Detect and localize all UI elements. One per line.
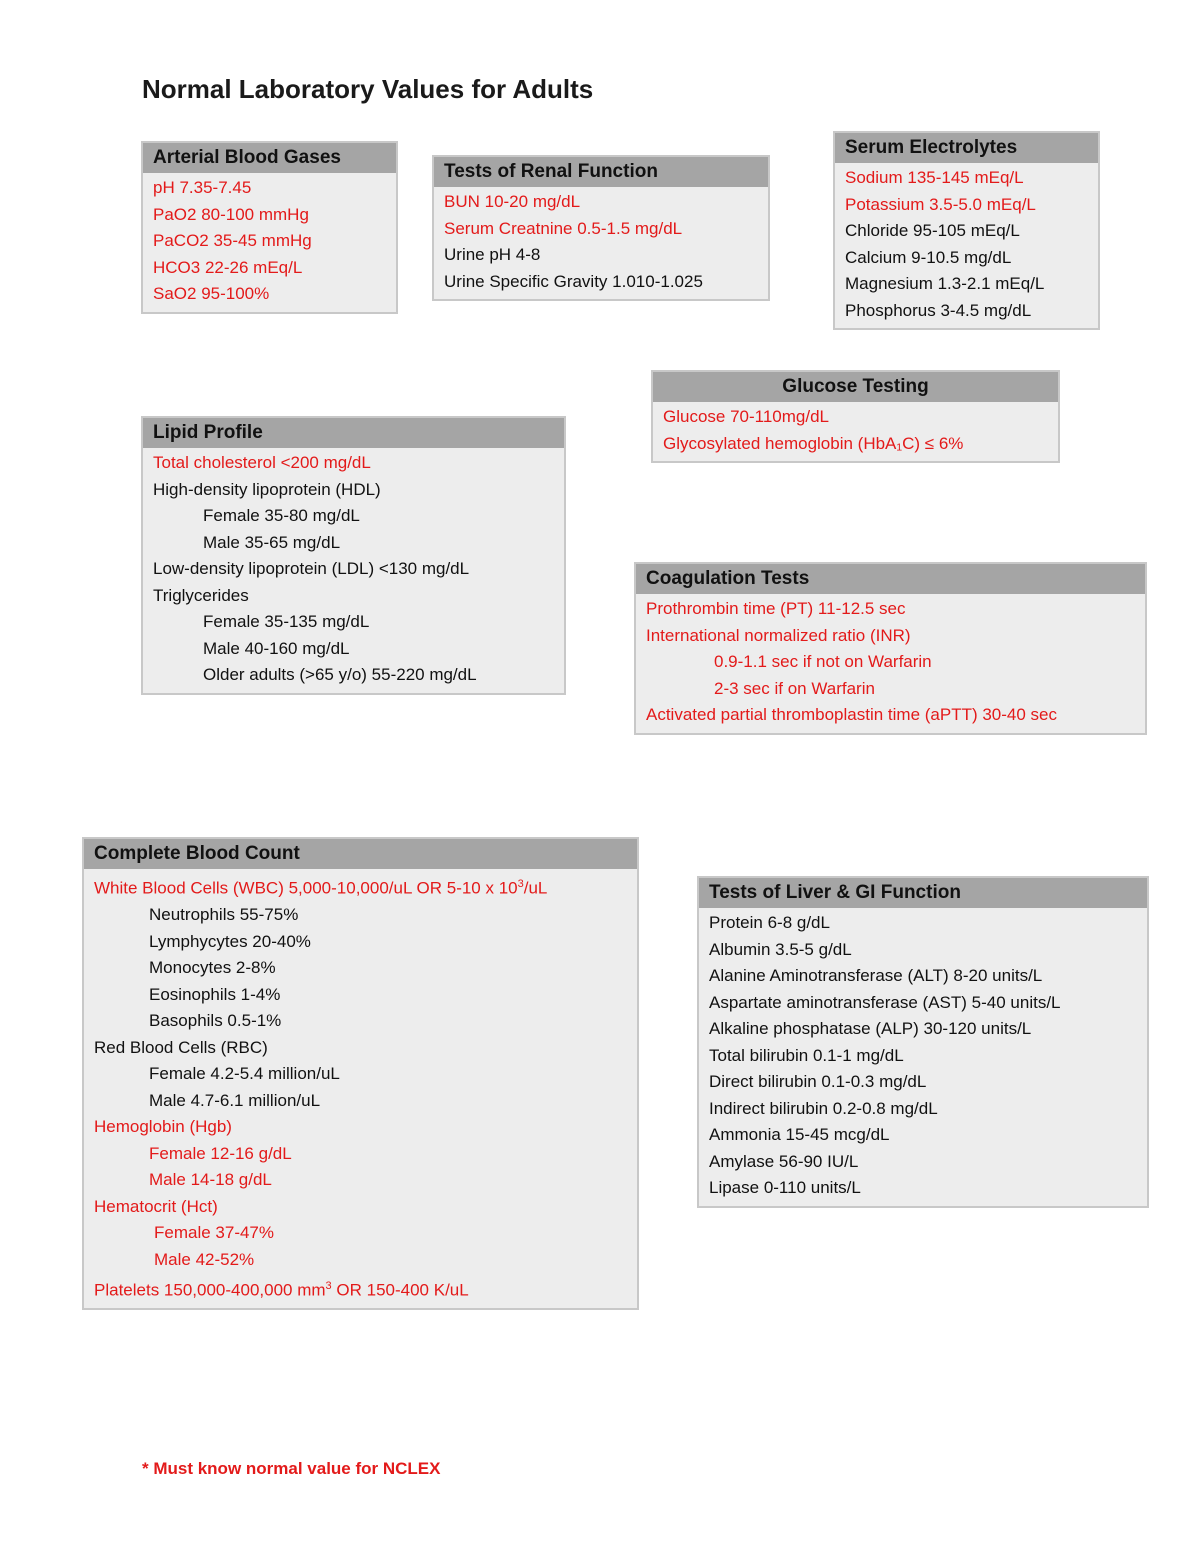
cbc-lymphocytes: Lymphycytes 20-40% [149, 931, 311, 951]
liver-albumin: Albumin 3.5-5 g/dL [709, 939, 852, 959]
electrolytes-sodium: Sodium 135-145 mEq/L [845, 168, 1024, 187]
abg-box [141, 141, 398, 314]
cbc-rbc-male: Male 4.7-6.1 million/uL [149, 1090, 321, 1110]
coag-aptt: Activated partial thromboplastin time (aPTT) 30-40 sec [646, 705, 1058, 724]
lipid-box [141, 416, 566, 695]
lipid-hdl-female: Female 35-80 mg/dL [203, 506, 360, 525]
renal-header: Tests of Renal Function [434, 157, 768, 187]
electrolytes-phosphorus: Phosphorus 3-4.5 mg/dL [845, 300, 1032, 320]
cbc-rbc: Red Blood Cells (RBC) [94, 1037, 268, 1057]
cbc-rbc-female: Female 4.2-5.4 million/uL [149, 1064, 340, 1084]
abg-ph: pH 7.35-7.45 [153, 178, 252, 197]
liver-protein: Protein 6-8 g/dL [709, 913, 830, 932]
abg-pao2: PaO2 80-100 mmHg [153, 204, 309, 224]
cbc-eosinophils: Eosinophils 1-4% [149, 984, 281, 1004]
glucose-header: Glucose Testing [653, 372, 1058, 402]
abg-hco3: HCO3 22-26 mEq/L [153, 257, 303, 277]
cbc-neutrophils: Neutrophils 55-75% [149, 905, 299, 925]
renal-bun: BUN 10-20 mg/dL [444, 192, 581, 211]
coag-pt: Prothrombin time (PT) 11-12.5 sec [646, 599, 906, 618]
glucose-fasting: Glucose 70-110mg/dL [663, 407, 830, 426]
abg-paco2: PaCO2 35-45 mmHg [153, 231, 312, 250]
liver-box [697, 876, 1149, 1208]
lipid-header: Lipid Profile [143, 418, 564, 448]
cbc-hgb-female: Female 12-16 g/dL [149, 1143, 292, 1163]
liver-lipase: Lipase 0-110 units/L [709, 1178, 861, 1197]
lipid-hdl: High-density lipoprotein (HDL) [153, 479, 381, 499]
lipid-tg-male: Male 40-160 mg/dL [203, 638, 350, 658]
electrolytes-chloride: Chloride 95-105 mEq/L [845, 221, 1020, 240]
cbc-hgb-male: Male 14-18 g/dL [149, 1170, 272, 1190]
electrolytes-potassium: Potassium 3.5-5.0 mEq/L [845, 194, 1036, 214]
nclex-footnote: * Must know normal value for NCLEX [142, 1459, 441, 1478]
electrolytes-box [833, 131, 1100, 330]
liver-ammonia: Ammonia 15-45 mcg/dL [709, 1125, 890, 1144]
cbc-hemoglobin: Hemoglobin (Hgb) [94, 1117, 232, 1137]
liver-alt: Alanine Aminotransferase (ALT) 8-20 units/L [709, 966, 1043, 985]
cbc-hct-female: Female 37-47% [154, 1223, 275, 1243]
cbc-header: Complete Blood Count [84, 839, 637, 869]
electrolytes-header: Serum Electrolytes [835, 133, 1098, 163]
electrolytes-magnesium: Magnesium 1.3-2.1 mEq/L [845, 274, 1045, 293]
lipid-tg-older: Older adults (>65 y/o) 55-220 mg/dL [203, 665, 477, 684]
cbc-hematocrit: Hematocrit (Hct) [94, 1196, 218, 1216]
coag-inr-warfarin: 2-3 sec if on Warfarin [714, 678, 875, 698]
renal-urine-ph: Urine pH 4-8 [444, 245, 541, 264]
cbc-wbc-exponent: 3 [517, 878, 524, 890]
cbc-hct-male: Male 42-52% [154, 1249, 255, 1269]
cbc-basophils: Basophils 0.5-1% [149, 1011, 282, 1031]
liver-ast: Aspartate aminotransferase (AST) 5-40 units/L [709, 992, 1061, 1012]
lipid-tg-female: Female 35-135 mg/dL [203, 612, 370, 631]
coag-inr-no-warfarin: 0.9-1.1 sec if not on Warfarin [714, 652, 932, 671]
lipid-total-cholesterol: Total cholesterol <200 mg/dL [153, 453, 371, 472]
liver-amylase: Amylase 56-90 IU/L [709, 1151, 859, 1171]
glucose-hba1c: Glycosylated hemoglobin (HbA₁C) ≤ 6% [663, 433, 964, 453]
liver-total-bilirubin: Total bilirubin 0.1-1 mg/dL [709, 1045, 904, 1065]
liver-direct-bilirubin: Direct bilirubin 0.1-0.3 mg/dL [709, 1072, 927, 1091]
lipid-hdl-male: Male 35-65 mg/dL [203, 532, 341, 552]
cbc-wbc: White Blood Cells (WBC) 5,000-10,000/uL OR 5-10 x $10^3/uL$ [94, 878, 548, 898]
cbc-box [82, 837, 639, 1310]
lipid-ldl: Low-density lipoprotein (LDL) <130 mg/dL [153, 559, 470, 578]
coag-header: Coagulation Tests [636, 564, 1145, 594]
cbc-platelets-exponent: 3 [325, 1280, 332, 1293]
page-title: Normal Laboratory Values for Adults [142, 74, 594, 104]
renal-urine-sg: Urine Specific Gravity 1.010-1.025 [444, 271, 703, 291]
liver-alp: Alkaline phosphatase (ALP) 30-120 units/L [709, 1019, 1032, 1038]
abg-sao2: SaO2 95-100% [153, 284, 270, 303]
liver-indirect-bilirubin: Indirect bilirubin 0.2-0.8 mg/dL [709, 1098, 938, 1118]
abg-header: Arterial Blood Gases [143, 143, 396, 173]
coag-inr: International normalized ratio (INR) [646, 625, 911, 645]
renal-creatinine: Serum Creatnine 0.5-1.5 mg/dL [444, 218, 683, 238]
lipid-triglycerides: Triglycerides [153, 585, 249, 605]
glucose-box [651, 370, 1060, 463]
cbc-monocytes: Monocytes 2-8% [149, 958, 276, 978]
cbc-platelets: Platelets 150,000-400,000 $mm^3$ OR 150-400 K/uL [94, 1280, 469, 1300]
renal-box [432, 155, 770, 301]
coag-box [634, 562, 1147, 735]
electrolytes-calcium: Calcium 9-10.5 mg/dL [845, 247, 1012, 267]
liver-header: Tests of Liver & GI Function [699, 878, 1147, 908]
